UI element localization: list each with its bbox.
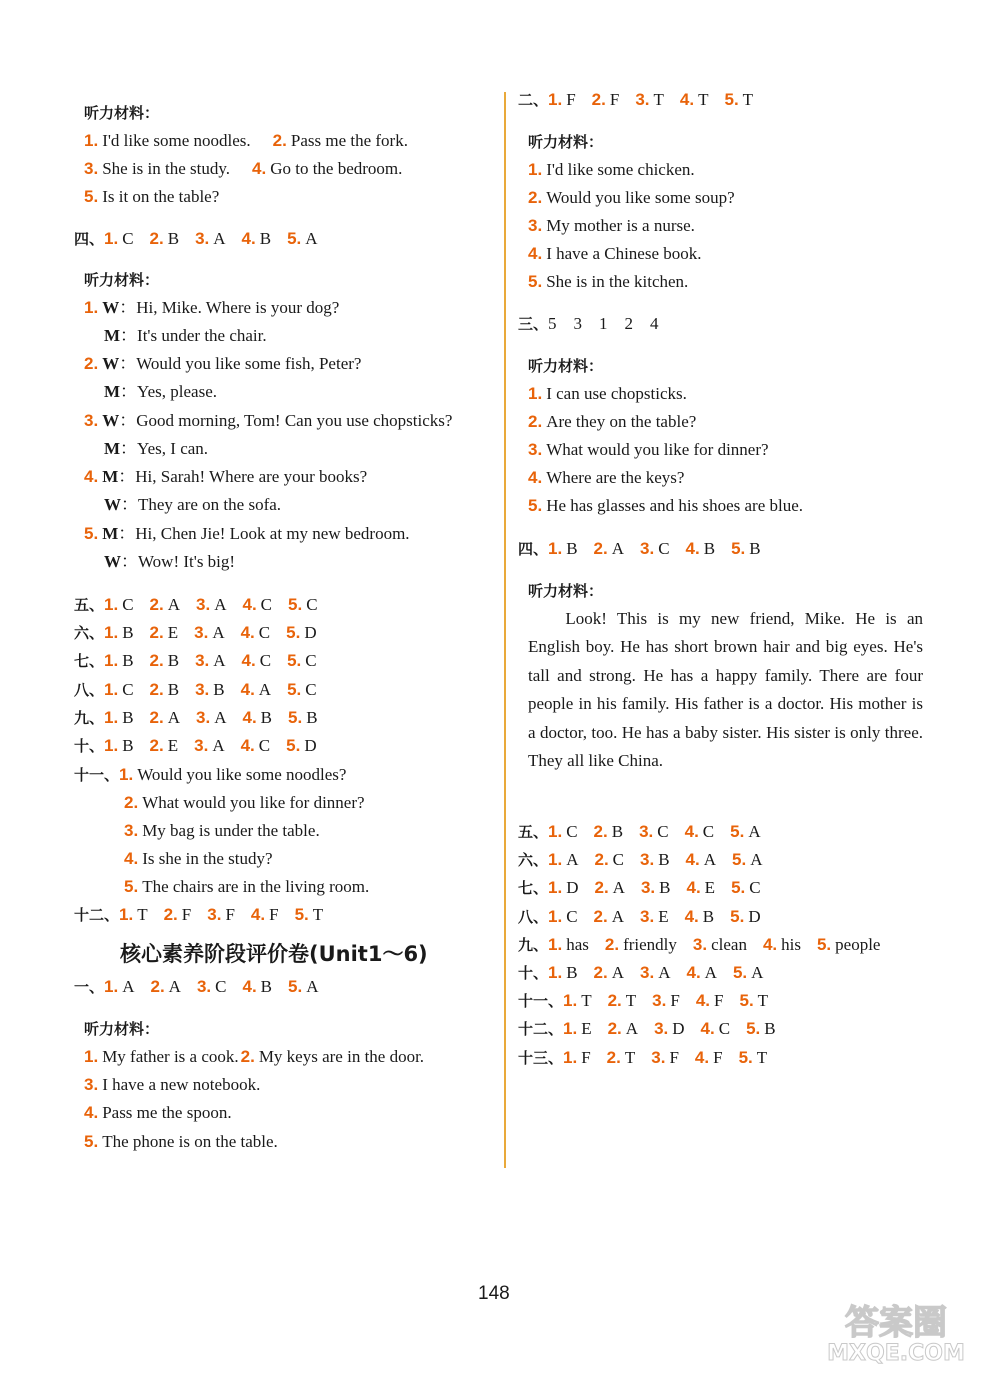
- answer-number: 1.: [104, 736, 119, 755]
- answer-value: B: [122, 623, 134, 643]
- answer-number: 2.: [593, 963, 608, 982]
- listening-label: 听力材料：: [84, 1020, 160, 1038]
- answer-number: 4.: [240, 679, 255, 699]
- answer-value: T: [625, 991, 637, 1011]
- answer-value: clean: [711, 934, 747, 954]
- answer-number: 5.: [732, 850, 747, 870]
- list-item: 5. Is it on the table?: [84, 187, 220, 206]
- list-item: 4. Pass me the spoon.: [84, 1103, 232, 1122]
- answer-number: 4.: [240, 736, 255, 755]
- answer-value: A: [703, 850, 717, 870]
- speaker: M: [102, 467, 119, 487]
- answer-row: 三、5 3 1 2 4: [518, 314, 659, 333]
- answer-value: C: [122, 595, 134, 614]
- answer-value: D: [672, 1019, 685, 1039]
- answer-value: B: [658, 850, 670, 870]
- svg-text:MXQE.COM: MXQE.COM: [827, 1341, 965, 1364]
- answer-number: 5.: [287, 651, 302, 671]
- answer-number: 2.: [149, 651, 164, 671]
- answer-value: E: [167, 623, 179, 643]
- answer-number: 3.: [640, 906, 655, 926]
- dialogue-line: [104, 437, 208, 461]
- answer-value: B: [167, 679, 180, 699]
- answer-row: [518, 1017, 792, 1041]
- section-label: 八、: [518, 907, 549, 926]
- answer-value: C: [260, 595, 273, 614]
- answer-number: 5.: [732, 963, 748, 982]
- dialogue-text: Would you like some fish, Peter?: [136, 354, 362, 374]
- listening-label: 听力材料：: [528, 582, 604, 600]
- answer-number: 1.: [104, 707, 119, 727]
- watermark-logo: [806, 1296, 986, 1364]
- answer-number: 1.: [563, 991, 578, 1011]
- answer-value: D: [566, 878, 579, 898]
- answer-value: B: [764, 1019, 776, 1039]
- answer-value: E: [658, 906, 669, 926]
- colon: ：: [121, 495, 138, 515]
- answer-value: B: [122, 707, 134, 727]
- answer-number: 2.: [149, 623, 164, 643]
- answer-row: [74, 649, 333, 673]
- answer-number: 4.: [241, 651, 256, 671]
- dialogue-text: Hi, Mike. Where is your dog?: [136, 298, 340, 317]
- answer-row: 一、1. A 2. A 3. C 4. B 5. A: [74, 977, 319, 996]
- answer-row: [74, 621, 333, 645]
- answer-number: 5.: [746, 1019, 761, 1039]
- section-label: 十三、: [518, 1048, 564, 1067]
- dialogue-line: [104, 324, 267, 348]
- colon: ：: [118, 467, 136, 487]
- answer-row: [518, 989, 784, 1013]
- answer-value: friendly: [623, 934, 677, 954]
- list-item: 5. He has glasses and his shoes are blue.: [528, 496, 804, 515]
- column-divider: [504, 92, 506, 1168]
- answer-number: 2.: [607, 1019, 622, 1039]
- answer-number: 3.: [640, 878, 656, 898]
- answer-row: [518, 1046, 783, 1070]
- answer-value: C: [566, 822, 578, 841]
- answer-number: 5.: [288, 707, 303, 727]
- answer-number: 5.: [287, 679, 302, 699]
- answer-number: 3.: [651, 1047, 666, 1067]
- answer-value: F: [713, 1047, 723, 1067]
- answer-value: D: [748, 906, 761, 926]
- speaker: M: [104, 382, 121, 402]
- answer-value: B: [260, 707, 273, 727]
- section-label: 五、: [518, 823, 549, 841]
- answer-value: A: [625, 1019, 639, 1039]
- answer-value: C: [702, 822, 715, 841]
- answer-number: 3.: [654, 1019, 669, 1039]
- list-item: 1. I'd like some chicken.: [528, 160, 695, 179]
- dialogue-text: Hi, Chen Jie! Look at my new bedroom.: [135, 523, 410, 543]
- dialogue-line: [104, 380, 217, 404]
- answer-value: B: [611, 822, 624, 841]
- answer-value: F: [669, 1047, 679, 1067]
- answer-value: T: [757, 991, 769, 1011]
- answer-value: C: [749, 878, 761, 898]
- colon: ：: [120, 326, 138, 345]
- section-label: 八、: [74, 680, 105, 699]
- answer-number: 3.: [640, 850, 655, 870]
- answer-number: 1.: [104, 623, 119, 643]
- answer-number: 5.: [288, 595, 303, 614]
- answer-number: 1.: [548, 822, 563, 841]
- answer-number: 3.: [195, 679, 210, 699]
- list-item: 4. I have a Chinese book.: [528, 244, 702, 263]
- listening-label: 听力材料：: [84, 104, 160, 122]
- item-number: 3.: [84, 410, 99, 430]
- answer-number: 2.: [594, 878, 609, 898]
- answer-number: 3.: [652, 991, 667, 1011]
- answer-row: 十二、1. T 2. F 3. F 4. F 5. T: [74, 905, 324, 924]
- item-number: 2.: [84, 354, 99, 374]
- list-item: 3. I have a new notebook.: [84, 1075, 261, 1094]
- answer-value: D: [304, 623, 317, 643]
- answer-value: E: [167, 736, 179, 755]
- answer-value: his: [781, 934, 801, 954]
- list-item: 4. Is she in the study?: [124, 849, 273, 868]
- list-item: 1. My father is a cook. 2. My keys are in the door.: [84, 1047, 425, 1066]
- answer-number: 1.: [548, 963, 563, 982]
- answer-row: [518, 905, 777, 929]
- list-item: 3. My bag is under the table.: [124, 821, 320, 840]
- answer-number: 2.: [607, 991, 622, 1011]
- colon: ：: [119, 410, 137, 430]
- answer-value: E: [704, 878, 716, 898]
- answer-number: 3.: [640, 963, 655, 982]
- speaker: M: [104, 438, 121, 458]
- listening-label: 听力材料：: [84, 271, 160, 289]
- answer-value: A: [214, 595, 227, 614]
- answer-number: 1.: [548, 906, 563, 926]
- answer-value: A: [658, 963, 671, 982]
- dialogue-text: Good morning, Tom! Can you use chopsticks?: [136, 410, 453, 430]
- answer-number: 5.: [739, 991, 754, 1011]
- answer-number: 3.: [692, 934, 708, 954]
- section-label: 十一、: [518, 992, 564, 1011]
- answer-number: 4.: [686, 878, 701, 898]
- answer-number: 3.: [196, 595, 211, 614]
- answer-value: C: [258, 736, 271, 755]
- dialogue-line: [84, 522, 410, 546]
- answer-number: 2.: [606, 1047, 621, 1067]
- dialogue-text: Yes, please.: [137, 382, 218, 402]
- dialogue-line: [84, 352, 361, 376]
- listening-label: 听力材料：: [528, 133, 604, 151]
- answer-row: 四、1. B 2. A 3. C 4. B 5. B: [518, 539, 761, 558]
- dialogue-line: [84, 409, 452, 433]
- answer-value: A: [212, 736, 225, 755]
- answer-row: [518, 933, 896, 957]
- answer-number: 5.: [730, 822, 745, 841]
- answer-value: B: [566, 963, 578, 982]
- list-item: 3. What would you like for dinner?: [528, 440, 769, 459]
- answer-value: B: [659, 878, 671, 898]
- answer-row: [518, 848, 778, 872]
- answer-value: D: [304, 736, 317, 755]
- list-item: 3. She is in the study. 4. Go to the bedroom.: [84, 159, 403, 178]
- speaker: W: [104, 495, 121, 515]
- section-title: 核心素养阶段评价卷(Unit1～6): [120, 942, 428, 966]
- answer-value: A: [212, 623, 225, 643]
- answer-value: C: [305, 651, 317, 671]
- answer-number: 1.: [548, 850, 563, 870]
- colon: ：: [121, 551, 138, 571]
- list-item: 1. I'd like some noodles. 2. Pass me the fork.: [84, 131, 408, 150]
- answer-number: 2.: [149, 707, 164, 727]
- section-label: 六、: [518, 851, 549, 870]
- answer-value: F: [714, 991, 724, 1011]
- answer-value: B: [306, 707, 318, 727]
- answer-number: 5.: [731, 878, 746, 898]
- answer-number: 2.: [604, 934, 620, 954]
- answer-number: 5.: [730, 906, 745, 926]
- colon: ：: [118, 523, 136, 543]
- answer-value: B: [122, 651, 134, 671]
- answer-number: 4.: [242, 595, 257, 614]
- answer-number: 1.: [563, 1019, 578, 1039]
- answer-value: A: [750, 850, 763, 870]
- answer-value: has: [566, 934, 589, 954]
- answer-value: A: [213, 651, 226, 671]
- answer-value: B: [167, 651, 180, 671]
- answer-row: [74, 734, 333, 758]
- answer-value: C: [122, 679, 134, 699]
- answer-value: B: [213, 679, 225, 699]
- answer-value: C: [566, 906, 578, 926]
- answer-number: 5.: [286, 623, 301, 643]
- answer-number: 2.: [149, 736, 164, 755]
- answer-value: B: [702, 906, 715, 926]
- answer-number: 3.: [195, 651, 210, 671]
- list-item: 2. What would you like for dinner?: [124, 793, 365, 812]
- answer-number: 1.: [104, 651, 119, 671]
- speaker: W: [102, 298, 120, 317]
- answer-row: 四、1. C 2. B 3. A 4. B 5. A: [74, 229, 318, 248]
- answer-value: F: [670, 991, 680, 1011]
- answer-number: 5.: [286, 736, 301, 755]
- section-label: 九、: [74, 708, 105, 727]
- answer-number: 4.: [700, 1019, 715, 1039]
- section-label: 六、: [74, 624, 105, 643]
- dialogue-text: They are on the sofa.: [138, 495, 282, 515]
- section-label: 五、: [74, 596, 105, 614]
- answer-number: 5.: [738, 1047, 753, 1067]
- speaker: M: [104, 326, 121, 345]
- list-item: 2. Are they on the table?: [528, 412, 697, 431]
- answer-value: C: [612, 850, 625, 870]
- colon: ：: [120, 438, 138, 458]
- answer-value: A: [167, 595, 181, 614]
- answer-number: 4.: [686, 963, 701, 982]
- answer-value: A: [704, 963, 717, 982]
- answer-number: 4.: [694, 1047, 710, 1067]
- dialogue-text: Yes, I can.: [137, 438, 209, 458]
- item-number: 4.: [84, 467, 99, 487]
- answer-value: A: [214, 707, 227, 727]
- svg-text:答案圈: 答案圈: [845, 1303, 947, 1343]
- answer-number: 1.: [548, 878, 563, 898]
- page-number: 148: [478, 1283, 510, 1304]
- answer-row: [74, 678, 333, 702]
- answer-number: 3.: [194, 623, 209, 643]
- list-item: 5. The phone is on the table.: [84, 1132, 278, 1151]
- answer-number: 4.: [240, 623, 255, 643]
- dialogue-text: It's under the chair.: [137, 326, 267, 345]
- list-item: 5. She is in the kitchen.: [528, 272, 689, 291]
- list-item: 1. I can use chopsticks.: [528, 384, 687, 403]
- answer-row: [518, 820, 777, 844]
- answer-row: 二、1. F 2. F 3. T 4. T 5. T: [518, 90, 754, 109]
- answer-number: 5.: [816, 934, 832, 954]
- answer-number: 3.: [196, 707, 211, 727]
- list-item: 3. My mother is a nurse.: [528, 216, 695, 235]
- answer-value: A: [751, 963, 764, 982]
- list-item: 2. Would you like some soup?: [528, 188, 735, 207]
- answer-number: 2.: [149, 595, 164, 614]
- answer-row: [74, 706, 334, 730]
- section-label: 十、: [518, 964, 549, 982]
- answer-number: 4.: [695, 991, 711, 1011]
- answer-value: A: [611, 963, 625, 982]
- answer-number: 4.: [684, 822, 699, 841]
- listening-label: 听力材料：: [528, 357, 604, 375]
- answer-value: A: [258, 679, 272, 699]
- dialogue-text: Hi, Sarah! Where are your books?: [135, 467, 368, 487]
- answer-number: 1.: [548, 934, 563, 954]
- answer-value: C: [306, 595, 318, 614]
- speaker: W: [104, 551, 121, 571]
- dialogue-line: [84, 465, 367, 489]
- speaker: W: [102, 410, 120, 430]
- answer-number: 4.: [762, 934, 778, 954]
- section-label: 十二、: [518, 1020, 564, 1039]
- dialogue-text: Wow! It's big!: [138, 551, 236, 571]
- answer-value: E: [581, 1019, 592, 1039]
- answer-value: B: [122, 736, 134, 755]
- answer-number: 2.: [593, 822, 608, 841]
- dialogue-line: [84, 296, 339, 320]
- answer-row: [74, 593, 334, 617]
- answer-number: 4.: [684, 906, 699, 926]
- speaker: W: [102, 354, 120, 374]
- answer-number: 4.: [685, 850, 700, 870]
- answer-value: A: [167, 707, 181, 727]
- answer-number: 2.: [149, 679, 164, 699]
- answer-number: 3.: [194, 736, 209, 755]
- section-label: 七、: [518, 879, 549, 898]
- answer-number: 1.: [563, 1047, 578, 1067]
- answer-value: A: [611, 906, 625, 926]
- answer-value: C: [718, 1019, 731, 1039]
- item-number: 5.: [84, 523, 99, 543]
- list-item: 5. The chairs are in the living room.: [124, 877, 370, 896]
- answer-value: F: [581, 1047, 591, 1067]
- answer-value: T: [581, 991, 592, 1011]
- answer-value: C: [305, 679, 317, 699]
- speaker: M: [102, 523, 119, 543]
- answer-number: 2.: [593, 906, 608, 926]
- answer-value: A: [566, 850, 579, 870]
- colon: ：: [120, 382, 138, 402]
- colon: ：: [119, 298, 137, 317]
- listening-paragraph: Look! This is my new friend, Mike. He is an English boy. He has short brown hair and big eyes. He's tall and strong. He has a happy family. There are four people in his family. His father is a doctor. His mother is a doctor, too. He has a baby sister. His sister is only three. They all like China.: [528, 609, 923, 771]
- item-number: 1.: [84, 298, 99, 317]
- dialogue-line: [104, 550, 235, 574]
- answer-number: 4.: [242, 707, 257, 727]
- section-label: 七、: [74, 652, 105, 671]
- answer-value: A: [612, 878, 625, 898]
- answer-value: C: [258, 623, 271, 643]
- answer-value: T: [624, 1047, 636, 1067]
- colon: ：: [119, 354, 137, 374]
- answer-number: 1.: [104, 679, 119, 699]
- answer-row: 十一、1. Would you like some noodles?: [74, 765, 347, 784]
- section-label: 十、: [74, 737, 105, 755]
- list-item: 4. Where are the keys?: [528, 468, 685, 487]
- answer-value: A: [748, 822, 761, 841]
- section-label: 九、: [518, 935, 549, 954]
- answer-value: C: [259, 651, 272, 671]
- answer-number: 3.: [639, 822, 654, 841]
- answer-row: [518, 876, 777, 900]
- answer-row: [518, 961, 779, 985]
- answer-value: C: [657, 822, 669, 841]
- answer-number: 1.: [104, 595, 119, 614]
- answer-value: T: [756, 1047, 768, 1067]
- dialogue-line: [104, 493, 281, 517]
- answer-number: 2.: [594, 850, 609, 870]
- answer-value: people: [835, 934, 881, 954]
